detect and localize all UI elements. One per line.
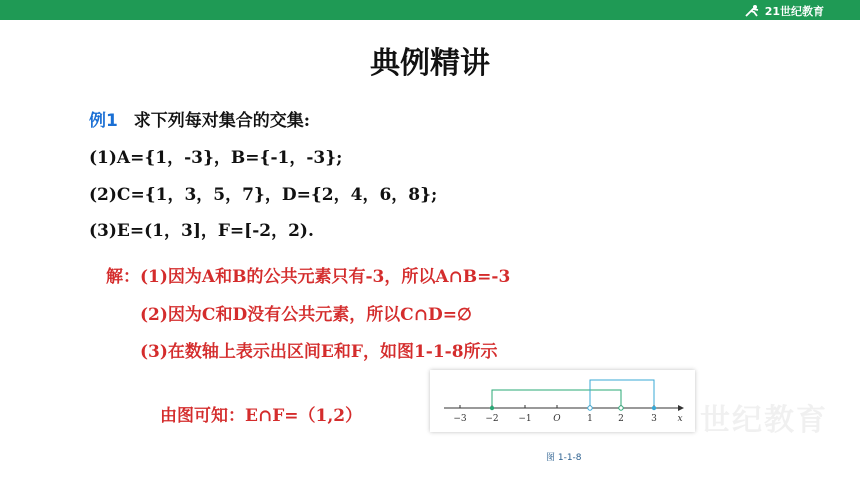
endpoint-e-right — [652, 406, 656, 410]
tick-label: 1 — [587, 414, 593, 424]
solution-conclusion: 由图可知：E∩F=（1,2） — [160, 406, 363, 426]
tick-label: −3 — [453, 414, 467, 424]
number-line-figure — [430, 370, 695, 432]
tick-label: O — [553, 414, 561, 424]
runner-icon — [742, 4, 762, 18]
solution-line-2: (2)因为C和D没有公共元素，所以C∩D=∅ — [140, 305, 472, 325]
tick-label: −1 — [518, 414, 532, 424]
page-title: 典例精讲 — [370, 46, 490, 81]
axis-label: x — [677, 414, 683, 424]
example-prompt: 求下列每对集合的交集: — [133, 111, 311, 131]
tick-label: −2 — [485, 414, 499, 424]
solution-line-1: 解：(1)因为A和B的公共元素只有-3，所以A∩B=-3 — [106, 267, 511, 287]
endpoint-e-left — [588, 406, 592, 410]
figure-caption: 图 1-1-8 — [546, 453, 582, 463]
logo — [742, 2, 824, 20]
tick-label: 2 — [618, 414, 624, 424]
example-heading — [89, 106, 310, 131]
interval-e — [590, 380, 654, 408]
solution-line-3: (3)在数轴上表示出区间E和F，如图1-1-8所示 — [140, 342, 498, 362]
logo-text: 21世纪教育 — [764, 5, 824, 18]
example-label: 例1 — [89, 111, 118, 131]
example-item-3: (3)E=(1，3]，F=[-2，2). — [89, 221, 314, 241]
endpoint-f-left — [490, 406, 494, 410]
header-band — [0, 0, 860, 20]
example-item-2: (2)C={1，3，5，7}，D={2，4，6，8}; — [89, 185, 438, 205]
endpoint-f-right — [619, 406, 623, 410]
tick-label: 3 — [651, 414, 657, 424]
example-item-1: (1)A={1，-3}，B={-1，-3}; — [89, 148, 343, 168]
watermark: 世纪教育 — [700, 403, 828, 438]
axis-arrow — [678, 405, 684, 411]
